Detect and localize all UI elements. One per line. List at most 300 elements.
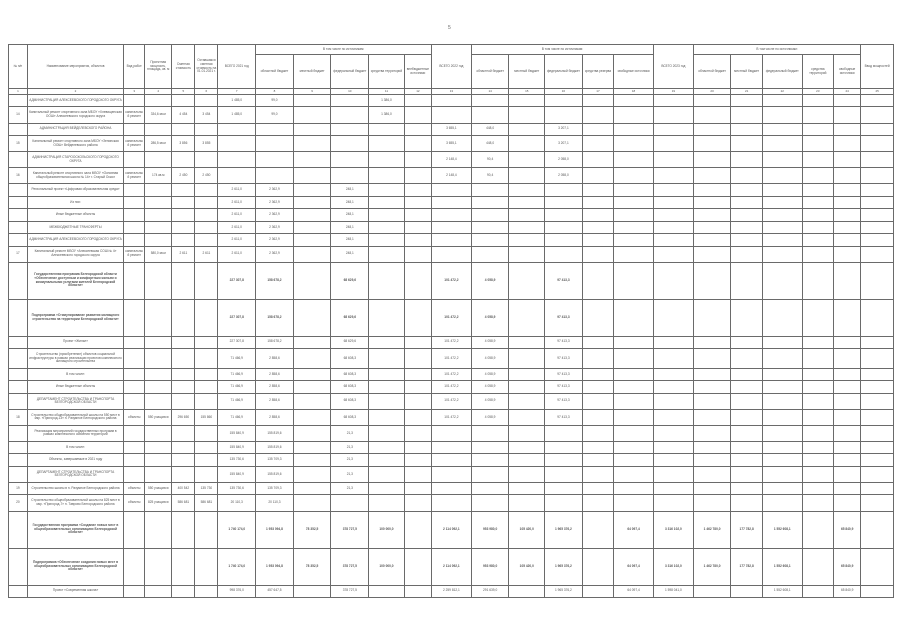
value-cell — [693, 299, 731, 336]
value-cell — [331, 135, 369, 151]
value-cell — [293, 168, 331, 184]
value-cell — [293, 368, 331, 380]
header-cell: федеральный бюджет — [762, 55, 802, 89]
table-row — [9, 123, 894, 135]
value-cell — [509, 152, 545, 168]
header-cell: Вид работ — [124, 45, 145, 89]
row-name: Капитальный ремонт спортивного зала МБОУ «Зенинская ООШ» Вейделевского района — [27, 135, 123, 151]
value-cell — [762, 135, 802, 151]
value-cell — [195, 221, 218, 233]
value-cell: 78 352,5 — [293, 548, 331, 585]
value-cell — [582, 454, 613, 466]
value-cell: 155 819,6 — [256, 466, 294, 482]
value-cell: 1 953 094,8 — [256, 548, 294, 585]
row-number — [9, 585, 28, 597]
value-cell — [404, 349, 431, 369]
table-row — [9, 336, 894, 348]
value-cell — [369, 168, 405, 184]
value-cell: 3 856 — [172, 135, 195, 151]
value-cell: 2 858,6 — [256, 393, 294, 409]
value-cell — [195, 585, 218, 597]
value-cell: 2 611,0 — [218, 184, 256, 196]
value-cell — [834, 221, 861, 233]
value-cell — [731, 184, 762, 196]
value-cell — [293, 221, 331, 233]
value-cell: 291 639,0 — [471, 585, 509, 597]
value-cell — [762, 246, 802, 262]
value-cell — [218, 123, 256, 135]
table-row — [9, 349, 894, 369]
value-cell — [404, 381, 431, 393]
value-cell — [693, 425, 731, 441]
row-number — [9, 336, 28, 348]
value-cell — [545, 495, 583, 511]
value-cell: 3 316 102,0 — [653, 511, 693, 548]
value-cell — [693, 466, 731, 482]
value-cell — [802, 135, 833, 151]
value-cell — [509, 381, 545, 393]
value-cell: 2 611,0 — [218, 246, 256, 262]
value-cell — [693, 184, 731, 196]
column-index-cell: 9 — [293, 89, 331, 95]
value-cell — [293, 393, 331, 409]
value-cell: 1 552 608,1 — [762, 511, 802, 548]
value-cell: 64 097,4 — [614, 548, 654, 585]
value-cell — [195, 381, 218, 393]
row-name: АДМИНИСТРАЦИЯ АЛЕКСЕЕВСКОГО ГОРОДСКОГО ОКРУГА — [27, 234, 123, 246]
value-cell: 155 840,9 — [218, 425, 256, 441]
value-cell: 20 110,3 — [218, 495, 256, 511]
value-cell: 100 000,0 — [369, 511, 405, 548]
value-cell — [509, 368, 545, 380]
table-row — [9, 442, 894, 454]
value-cell — [124, 336, 145, 348]
value-cell — [582, 123, 613, 135]
value-cell — [693, 246, 731, 262]
value-cell: 135 730 — [195, 483, 218, 495]
value-cell — [861, 221, 894, 233]
value-cell — [509, 262, 545, 299]
row-name: АДМИНИСТРАЦИЯ АЛЕКСЕЕВСКОГО ГОРОДСКОГО ОКРУГА — [27, 95, 123, 107]
value-cell — [432, 483, 472, 495]
value-cell — [509, 495, 545, 511]
value-cell — [145, 95, 172, 107]
value-cell — [834, 349, 861, 369]
value-cell — [369, 234, 405, 246]
value-cell — [693, 495, 731, 511]
value-cell — [145, 221, 172, 233]
value-cell — [195, 368, 218, 380]
value-cell: 448,0 — [471, 135, 509, 151]
value-cell — [693, 349, 731, 369]
value-cell: 1 485,0 — [218, 95, 256, 107]
value-cell — [653, 483, 693, 495]
value-cell — [861, 262, 894, 299]
value-cell — [124, 349, 145, 369]
value-cell — [195, 262, 218, 299]
value-cell — [509, 425, 545, 441]
table-row — [9, 454, 894, 466]
value-cell — [653, 454, 693, 466]
value-cell — [404, 262, 431, 299]
value-cell — [861, 95, 894, 107]
value-cell — [582, 262, 613, 299]
value-cell — [404, 483, 431, 495]
value-cell — [545, 442, 583, 454]
value-cell — [762, 336, 802, 348]
value-cell — [404, 209, 431, 221]
value-cell: 65 840,9 — [834, 548, 861, 585]
value-cell — [614, 393, 654, 409]
header-cell: Проектная мощность, площадь, кв. м — [145, 45, 172, 89]
value-cell — [693, 168, 731, 184]
value-cell — [145, 548, 172, 585]
value-cell — [145, 234, 172, 246]
value-cell — [762, 409, 802, 425]
value-cell — [545, 209, 583, 221]
row-number — [9, 234, 28, 246]
value-cell — [404, 585, 431, 597]
value-cell — [762, 466, 802, 482]
value-cell — [145, 381, 172, 393]
value-cell — [509, 184, 545, 196]
table-row — [9, 585, 894, 597]
program-row — [9, 548, 894, 585]
value-cell — [731, 234, 762, 246]
value-cell — [693, 409, 731, 425]
value-cell: 227 307,8 — [218, 262, 256, 299]
value-cell — [614, 168, 654, 184]
value-cell — [369, 454, 405, 466]
value-cell — [762, 454, 802, 466]
value-cell: 3 655,1 — [432, 123, 472, 135]
value-cell: 177 782,8 — [731, 548, 762, 585]
value-cell — [802, 336, 833, 348]
value-cell — [124, 393, 145, 409]
value-cell — [145, 184, 172, 196]
value-cell: 4 058,9 — [471, 393, 509, 409]
value-cell: 1 552 608,1 — [762, 548, 802, 585]
header-cell: местный бюджет — [731, 55, 762, 89]
value-cell — [471, 209, 509, 221]
value-cell — [369, 495, 405, 511]
value-cell — [545, 246, 583, 262]
value-cell — [582, 135, 613, 151]
row-name: В том числе: — [27, 442, 123, 454]
value-cell — [834, 168, 861, 184]
value-cell — [614, 135, 654, 151]
value-cell — [731, 368, 762, 380]
value-cell — [432, 466, 472, 482]
value-cell — [432, 184, 472, 196]
value-cell — [834, 262, 861, 299]
value-cell — [369, 466, 405, 482]
value-cell: 4 058,9 — [471, 368, 509, 380]
header-cell: Ввод мощностей — [861, 45, 894, 89]
value-cell — [582, 495, 613, 511]
value-cell — [802, 548, 833, 585]
value-cell — [369, 425, 405, 441]
value-cell — [404, 246, 431, 262]
value-cell: 953 980,0 — [471, 548, 509, 585]
table-row — [9, 425, 894, 441]
value-cell — [834, 234, 861, 246]
value-cell: 1 462 780,0 — [693, 548, 731, 585]
value-cell: 378 727,5 — [331, 511, 369, 548]
row-number — [9, 368, 28, 380]
value-cell — [614, 466, 654, 482]
header-cell: средства резерва — [582, 55, 613, 89]
value-cell — [471, 184, 509, 196]
value-cell: 378 727,5 — [331, 585, 369, 597]
value-cell — [653, 95, 693, 107]
column-index-cell: 3 — [124, 89, 145, 95]
value-cell — [145, 196, 172, 208]
value-cell — [802, 234, 833, 246]
value-cell — [861, 336, 894, 348]
value-cell — [861, 393, 894, 409]
value-cell — [404, 184, 431, 196]
value-cell: 2 259 812,1 — [432, 585, 472, 597]
value-cell — [731, 483, 762, 495]
value-cell — [293, 442, 331, 454]
value-cell — [582, 299, 613, 336]
value-cell — [861, 442, 894, 454]
value-cell — [614, 483, 654, 495]
value-cell — [614, 425, 654, 441]
table-row — [9, 409, 894, 425]
value-cell: 155 860 — [195, 409, 218, 425]
value-cell — [834, 196, 861, 208]
value-cell: 448,0 — [471, 123, 509, 135]
value-cell — [331, 107, 369, 123]
row-name: ДЕПАРТАМЕНТ СТРОИТЕЛЬСТВА И ТРАНСПОРТА БЕЛГОРОДСКОЙ ОБЛАСТИ — [27, 393, 123, 409]
value-cell — [172, 209, 195, 221]
header-cell: областной бюджет — [256, 55, 294, 89]
value-cell: 71 466,9 — [218, 381, 256, 393]
value-cell — [762, 425, 802, 441]
value-cell — [614, 368, 654, 380]
value-cell: 68 629,6 — [331, 262, 369, 299]
value-cell — [509, 442, 545, 454]
value-cell — [861, 483, 894, 495]
value-cell — [802, 511, 833, 548]
value-cell — [404, 454, 431, 466]
value-cell — [653, 184, 693, 196]
value-cell — [614, 454, 654, 466]
value-cell — [762, 299, 802, 336]
row-name: Капитальный ремонт спортивного зала МБОУ «Основная общеобразовательная школа № 14» г. Старый Оскол — [27, 168, 123, 184]
value-cell — [762, 381, 802, 393]
value-cell — [861, 425, 894, 441]
header-cell: № п/п — [9, 45, 28, 89]
value-cell — [293, 349, 331, 369]
value-cell — [432, 209, 472, 221]
value-cell — [369, 209, 405, 221]
column-index-cell: 21 — [731, 89, 762, 95]
value-cell — [195, 466, 218, 482]
row-number: 20 — [9, 495, 28, 511]
value-cell — [404, 107, 431, 123]
value-cell — [693, 393, 731, 409]
value-cell — [614, 299, 654, 336]
value-cell: 4 058,9 — [471, 409, 509, 425]
value-cell — [124, 209, 145, 221]
table-row — [9, 209, 894, 221]
value-cell — [731, 349, 762, 369]
value-cell: капитальный ремонт — [124, 168, 145, 184]
header-cell: областной бюджет — [693, 55, 731, 89]
value-cell — [172, 95, 195, 107]
value-cell — [124, 152, 145, 168]
value-cell — [195, 123, 218, 135]
value-cell — [834, 95, 861, 107]
value-cell: 99,0 — [256, 95, 294, 107]
value-cell — [614, 234, 654, 246]
value-cell — [731, 381, 762, 393]
value-cell — [124, 511, 145, 548]
value-cell — [195, 393, 218, 409]
value-cell — [545, 483, 583, 495]
value-cell: 97 413,3 — [545, 368, 583, 380]
value-cell — [124, 123, 145, 135]
value-cell: 21,3 — [331, 466, 369, 482]
value-cell — [802, 209, 833, 221]
row-number: 16 — [9, 168, 28, 184]
value-cell: 2 148,4 — [432, 152, 472, 168]
header-cell: Оставшаяся сметная стоимость на 01.01.2021 г. — [195, 45, 218, 89]
value-cell — [545, 95, 583, 107]
value-cell — [693, 454, 731, 466]
value-cell — [145, 442, 172, 454]
value-cell — [369, 483, 405, 495]
value-cell: 1 965 376,2 — [545, 585, 583, 597]
value-cell — [731, 107, 762, 123]
value-cell — [195, 454, 218, 466]
value-cell — [471, 221, 509, 233]
header-cell: средства территорий — [802, 55, 833, 89]
value-cell — [653, 196, 693, 208]
value-cell — [509, 196, 545, 208]
value-cell — [582, 442, 613, 454]
value-cell: 68 629,6 — [331, 299, 369, 336]
value-cell — [834, 466, 861, 482]
value-cell — [861, 107, 894, 123]
value-cell — [653, 107, 693, 123]
value-cell: 586 681 — [195, 495, 218, 511]
table-row — [9, 135, 894, 151]
value-cell — [293, 409, 331, 425]
value-cell — [145, 299, 172, 336]
value-cell: 4 454 — [172, 107, 195, 123]
value-cell: 3 454 — [195, 107, 218, 123]
value-cell — [145, 336, 172, 348]
value-cell — [218, 168, 256, 184]
value-cell: 71 466,9 — [218, 409, 256, 425]
value-cell — [293, 95, 331, 107]
value-cell: 101 472,2 — [432, 393, 472, 409]
value-cell — [653, 152, 693, 168]
value-cell: 101 472,2 — [432, 409, 472, 425]
value-cell: капитальный ремонт — [124, 246, 145, 262]
value-cell — [653, 425, 693, 441]
value-cell — [432, 221, 472, 233]
value-cell — [509, 107, 545, 123]
value-cell — [172, 196, 195, 208]
value-cell: 3 855 — [195, 135, 218, 151]
column-index-cell: 11 — [369, 89, 405, 95]
value-cell — [404, 135, 431, 151]
value-cell — [802, 442, 833, 454]
row-name: Подпрограмма «Обеспечение создания новых мест в общеобразовательных организациях Белгородской области» — [27, 548, 123, 585]
value-cell: 2 611,0 — [218, 234, 256, 246]
value-cell — [861, 209, 894, 221]
value-cell — [802, 409, 833, 425]
value-cell — [432, 234, 472, 246]
value-cell: 101 472,2 — [432, 381, 472, 393]
value-cell: 68 608,3 — [331, 381, 369, 393]
value-cell: 155 819,6 — [256, 442, 294, 454]
value-cell — [802, 168, 833, 184]
value-cell — [802, 454, 833, 466]
row-number — [9, 349, 28, 369]
value-cell: 101 472,2 — [432, 262, 472, 299]
value-cell — [762, 123, 802, 135]
value-cell — [509, 246, 545, 262]
value-cell — [834, 409, 861, 425]
value-cell — [124, 466, 145, 482]
value-cell — [124, 548, 145, 585]
value-cell — [861, 511, 894, 548]
value-cell — [369, 393, 405, 409]
value-cell: 177 782,8 — [731, 511, 762, 548]
value-cell — [172, 511, 195, 548]
value-cell — [369, 152, 405, 168]
value-cell — [693, 107, 731, 123]
value-cell — [861, 495, 894, 511]
column-index-cell: 12 — [404, 89, 431, 95]
value-cell — [861, 349, 894, 369]
header-cell: В том числе по источникам: — [693, 45, 861, 55]
value-cell — [145, 123, 172, 135]
program-row — [9, 262, 894, 299]
value-cell — [404, 425, 431, 441]
value-cell — [762, 368, 802, 380]
value-cell — [614, 152, 654, 168]
value-cell — [582, 349, 613, 369]
row-name: В том числе: — [27, 368, 123, 380]
value-cell — [172, 368, 195, 380]
value-cell — [834, 184, 861, 196]
value-cell — [432, 442, 472, 454]
value-cell — [124, 425, 145, 441]
value-cell — [172, 466, 195, 482]
column-index-cell: 17 — [582, 89, 613, 95]
value-cell — [293, 299, 331, 336]
value-cell — [545, 107, 583, 123]
value-cell — [582, 409, 613, 425]
value-cell — [834, 107, 861, 123]
value-cell — [762, 152, 802, 168]
value-cell — [404, 466, 431, 482]
row-number — [9, 466, 28, 482]
value-cell: 158 678,2 — [256, 299, 294, 336]
value-cell — [369, 123, 405, 135]
value-cell — [834, 152, 861, 168]
value-cell: 155 840,9 — [218, 442, 256, 454]
row-name: МЕЖБЮДЖЕТНЫЕ ТРАНСФЕРТЫ — [27, 221, 123, 233]
value-cell — [731, 221, 762, 233]
